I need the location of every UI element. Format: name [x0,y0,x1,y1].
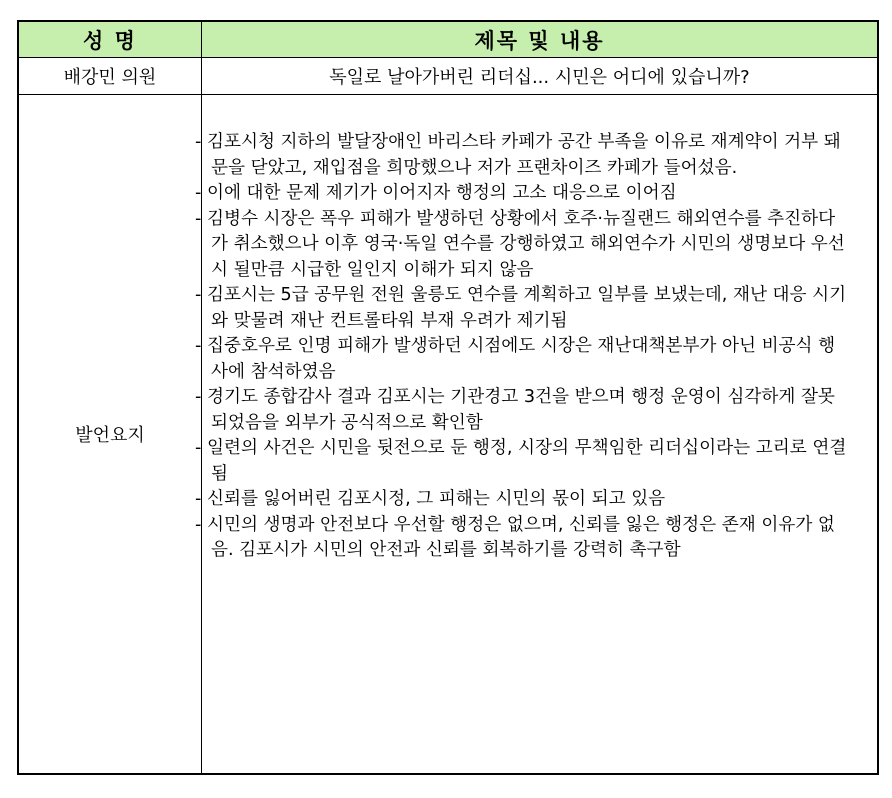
header-name-label: 성 명 [83,28,137,53]
speech-title: 독일로 날아가버린 리더십... 시민은 어디에 있습니까? [329,67,750,88]
list-item: - 신뢰를 잃어버린 김포시정, 그 피해는 시민의 몫이 되고 있음 [195,487,850,513]
table-header-row [19,22,877,58]
speaker-name: 배강민 의원 [63,67,157,88]
header-title-cell [202,22,877,57]
header-title-label: 제목 및 내용 [474,28,605,53]
speech-summary-list [195,130,850,564]
header-name-cell [19,22,201,57]
speech-title-cell [202,58,877,94]
list-item: - 김포시청 지하의 발달장애인 바리스타 카페가 공간 부족을 이유로 재계약이 거부 돼 문을 닫았고, 재입점을 희망했으나 저가 프랜차이즈 카페가 들어섰음. [195,130,850,181]
summary-label: 발언요지 [75,425,145,446]
list-item: - 집중호우로 인명 피해가 발생하던 시점에도 시장은 재난대책본부가 아닌 비공식 행사에 참석하였음 [195,334,850,385]
list-item: - 이에 대한 문제 제기가 이어지자 행정의 고소 대응으로 이어짐 [195,181,850,207]
list-item: - 시민의 생명과 안전보다 우선할 행정은 없으며, 신뢰를 잃은 행정은 존재 이유가 없음. 김포시가 시민의 안전과 신뢰를 회복하기를 강력히 촉구함 [195,513,850,564]
list-item: - 경기도 종합감사 결과 김포시는 기관경고 3건을 받으며 행정 운영이 심각하게 잘못되었음을 외부가 공식적으로 확인함 [195,385,850,436]
list-item: - 김포시는 5급 공무원 전원 울릉도 연수를 계획하고 일부를 보냈는데, 재난 대응 시기와 맞물려 재난 컨트롤타워 부재 우려가 제기됨 [195,283,850,334]
summary-label-cell [19,95,201,773]
list-item: - 김병수 시장은 폭우 피해가 발생하던 상황에서 호주·뉴질랜드 해외연수를 추진하다가 취소했으나 이후 영국·독일 연수를 강행하였고 해외연수가 시민의 생명보다 우선시 될만큼 시급한 일인지 이해가 되지 않음 [195,207,850,284]
list-item: - 일련의 사건은 시민을 뒷전으로 둔 행정, 시장의 무책임한 리더십이라는 고리로 연결됨 [195,436,850,487]
table-row [19,58,877,95]
speaker-name-cell [19,58,201,94]
